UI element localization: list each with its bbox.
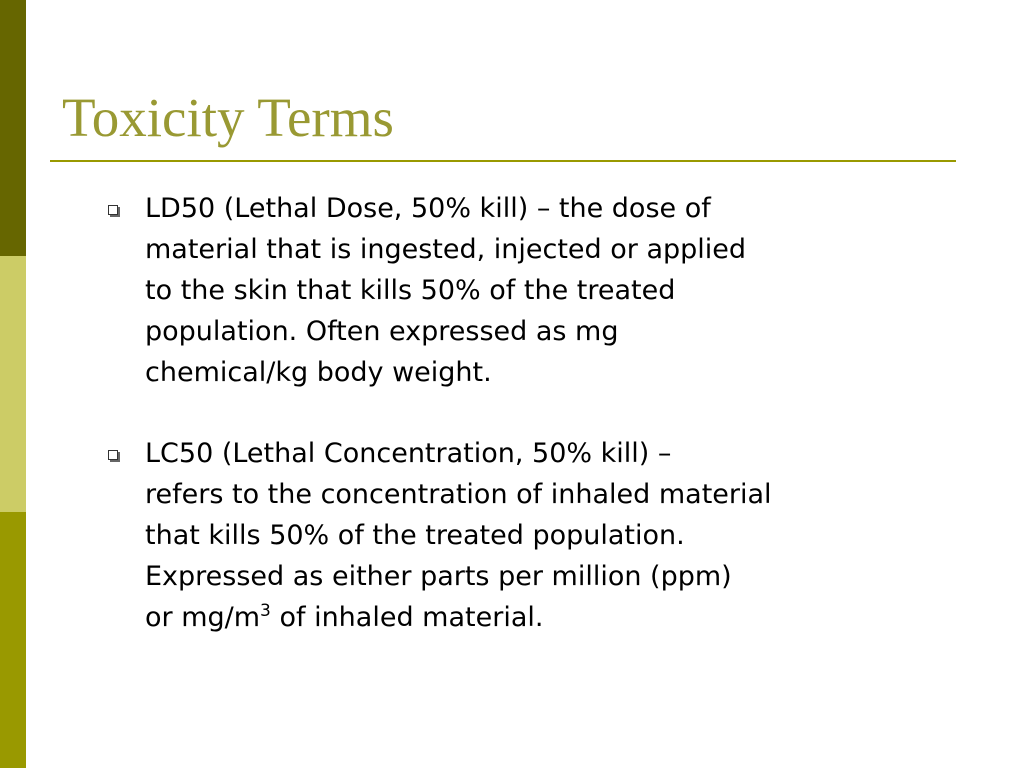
bullet-line: material that is ingested, injected or applied — [145, 234, 747, 265]
superscript-exponent: 3 — [260, 600, 271, 621]
bullet-line: to the skin that kills 50% of the treated — [145, 275, 676, 306]
sidebar-decoration — [0, 0, 26, 768]
bullet-text — [145, 188, 965, 393]
sidebar-band-middle — [0, 256, 26, 512]
bullet-line-last — [145, 602, 543, 633]
bullet-list — [105, 188, 965, 678]
bullet-line: LD50 (Lethal Dose, 50% kill) – the dose of — [145, 193, 711, 224]
bullet-lc50 — [105, 433, 965, 638]
trailing-text: of inhaled material. — [270, 602, 544, 633]
sidebar-band-bottom — [0, 512, 26, 768]
bullet-line: Expressed as either parts per million (ppm) — [145, 561, 732, 592]
unit-text: or mg/m — [145, 602, 261, 633]
bullet-line: chemical/kg body weight. — [145, 357, 492, 388]
bullet-line: that kills 50% of the treated population. — [145, 520, 685, 551]
title-divider — [50, 160, 956, 162]
slide-title: Toxicity Terms — [62, 87, 394, 148]
bullet-line: refers to the concentration of inhaled material — [145, 479, 772, 510]
bullet-text — [145, 433, 965, 638]
hollow-square-bullet-icon — [108, 205, 118, 215]
bullet-line: population. Often expressed as mg — [145, 316, 619, 347]
sidebar-band-top — [0, 0, 26, 256]
bullet-line: LC50 (Lethal Concentration, 50% kill) – — [145, 438, 672, 469]
bullet-ld50 — [105, 188, 965, 393]
hollow-square-bullet-icon — [108, 450, 118, 460]
